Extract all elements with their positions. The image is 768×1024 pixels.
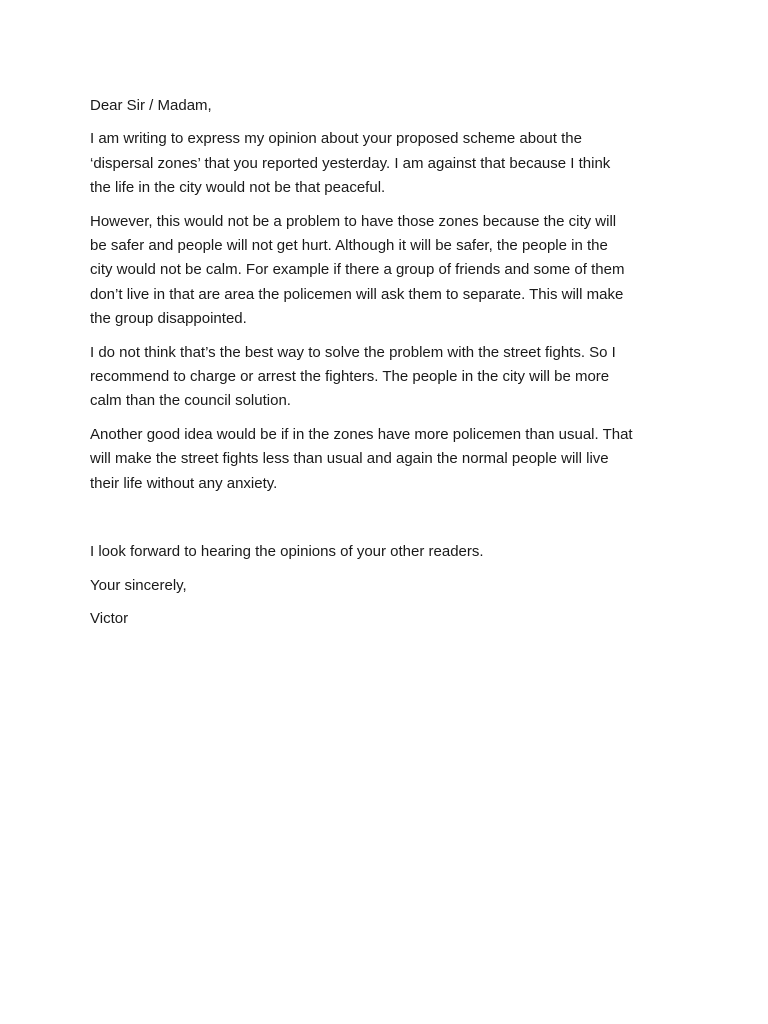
signature [90, 607, 690, 631]
closing-paragraph [90, 540, 690, 564]
paragraph-line: the group disappointed. [90, 310, 247, 328]
signature-text: Victor [90, 609, 129, 627]
paragraph-line: ‘dispersal zones’ that you reported yesterday. I am against that because I think [90, 154, 611, 172]
paragraph-line: city would not be calm. For example if there a group of friends and some of them [90, 261, 625, 279]
paragraph-line: I do not think that’s the best way to solve the problem with the street fights. So I [90, 343, 616, 361]
paragraph-line: Another good idea would be if in the zones have more policemen than usual. That [90, 425, 633, 443]
paragraph-line: However, this would not be a problem to have those zones because the city will [90, 212, 617, 230]
paragraph-3 [90, 341, 690, 414]
paragraph-line: will make the street fights less than usual and again the normal people will live [90, 450, 609, 468]
letter-body [90, 94, 690, 640]
signoff [90, 574, 690, 598]
paragraph-4 [90, 423, 690, 496]
paragraph-line: recommend to charge or arrest the fighters. The people in the city will be more [90, 368, 610, 386]
salutation-text: Dear Sir / Madam, [90, 97, 212, 114]
paragraph-1 [90, 127, 690, 200]
signoff-text: Your sincerely, [90, 576, 187, 594]
paragraph-line: their life without any anxiety. [90, 474, 278, 492]
paragraph-line: don’t live in that are area the policemen will ask them to separate. This will make [90, 285, 624, 303]
paragraph-line: calm than the council solution. [90, 392, 291, 410]
paragraph-line: the life in the city would not be that peaceful. [90, 179, 386, 197]
salutation [90, 94, 690, 118]
paragraph-line: be safer and people will not get hurt. Although it will be safer, the people in the [90, 237, 608, 255]
paragraph-2 [90, 210, 690, 332]
closing-line: I look forward to hearing the opinions of your other readers. [90, 543, 484, 561]
paragraph-line: I am writing to express my opinion about your proposed scheme about the [90, 130, 582, 148]
